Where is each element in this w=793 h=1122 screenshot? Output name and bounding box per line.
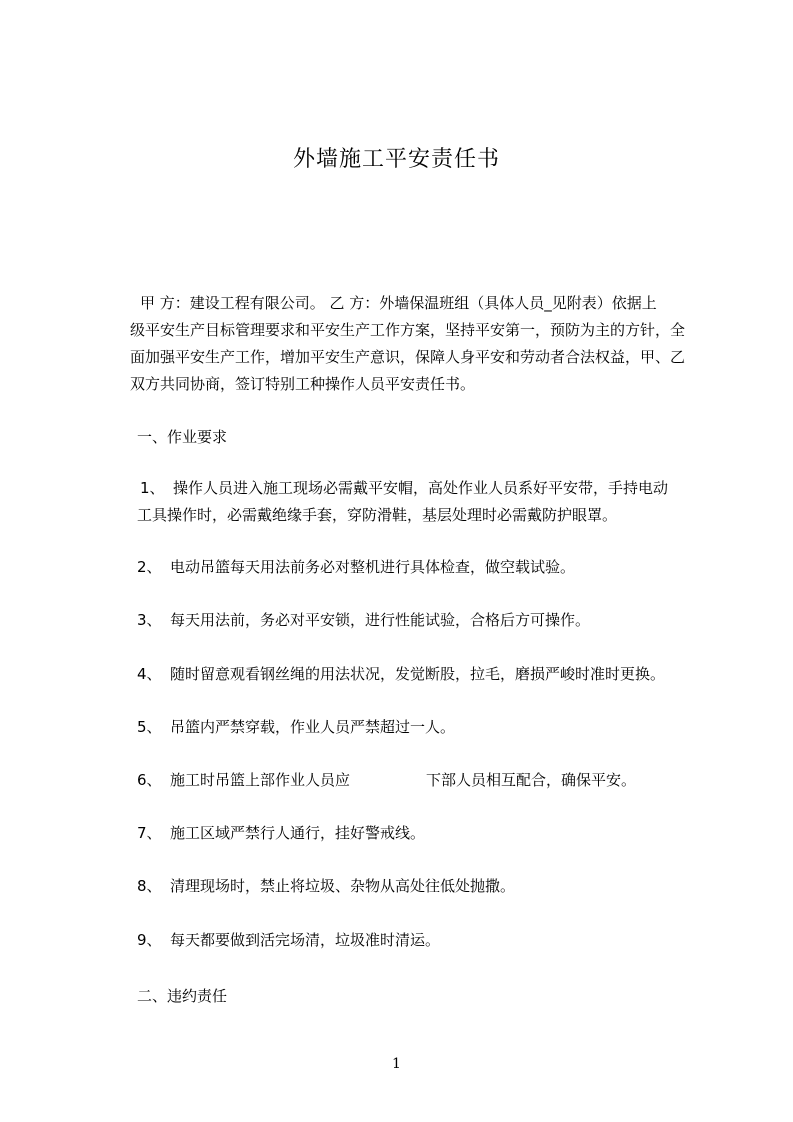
item-text: 施工区域严禁行人通行，挂好警戒线。	[170, 824, 426, 842]
item-text: 工具操作时，必需戴绝缘手套，穿防滑鞋，基层处理时必需戴防护眼罩。	[137, 506, 618, 524]
item-number: 6、	[137, 771, 162, 789]
item-text: 电动吊篮每天用法前务必对整机进行具体检查，做空载试验。	[170, 558, 576, 576]
page-number: 1	[392, 1056, 401, 1072]
list-item	[137, 554, 707, 581]
list-item	[137, 714, 707, 741]
item-text: 吊篮内严禁穿载，作业人员严禁超过一人。	[170, 718, 456, 736]
list-item	[137, 475, 710, 529]
item-text: 清理现场时，禁止将垃圾、杂物从高处往低处抛撒。	[170, 877, 516, 895]
item-number: 9、	[137, 931, 162, 949]
intro-line: 级平安生产目标管理要求和平安生产工作方案，坚持平安第一，预防为主的方针，全	[130, 321, 686, 339]
item-text: 每天用法前，务必对平安锁，进行性能试验，合格后方可操作。	[170, 611, 591, 629]
item-text: 施工时吊篮上部作业人员应	[170, 771, 351, 789]
item-number: 1、	[140, 479, 165, 497]
document-title: 外墙施工平安责任书	[292, 147, 500, 172]
list-item	[137, 927, 707, 954]
item-text: 操作人员进入施工现场必需戴平安帽，高处作业人员系好平安带，手持电动	[173, 479, 669, 497]
item-text: 下部人员相互配合，确保平安。	[426, 771, 637, 789]
list-item	[137, 767, 707, 794]
section-heading-liability: 二、违约责任	[137, 987, 228, 1005]
list-item	[137, 661, 707, 688]
item-text: 随时留意观看钢丝绳的用法状况，发觉断股，拉毛，磨损严峻时准时更换。	[170, 665, 666, 683]
list-item	[137, 873, 707, 900]
intro-paragraph	[130, 290, 702, 398]
item-number: 3、	[137, 611, 162, 629]
item-number: 4、	[137, 665, 162, 683]
list-item	[137, 820, 707, 847]
item-number: 8、	[137, 877, 162, 895]
item-number: 2、	[137, 558, 162, 576]
intro-line: 面加强平安生产工作，增加平安生产意识，保障人身平安和劳动者合法权益，甲、乙	[130, 348, 686, 366]
list-item	[137, 607, 707, 634]
section-heading-requirements: 一、作业要求	[137, 428, 228, 446]
item-text: 每天都要做到活完场清，垃圾准时清运。	[170, 931, 441, 949]
intro-line: 双方共同协商，签订特别工种操作人员平安责任书。	[130, 375, 476, 393]
intro-line: 甲 方：建设工程有限公司。 乙 方：外墙保温班组（具体人员_见附表）依据上	[140, 294, 657, 312]
item-number: 7、	[137, 824, 162, 842]
item-number: 5、	[137, 718, 162, 736]
